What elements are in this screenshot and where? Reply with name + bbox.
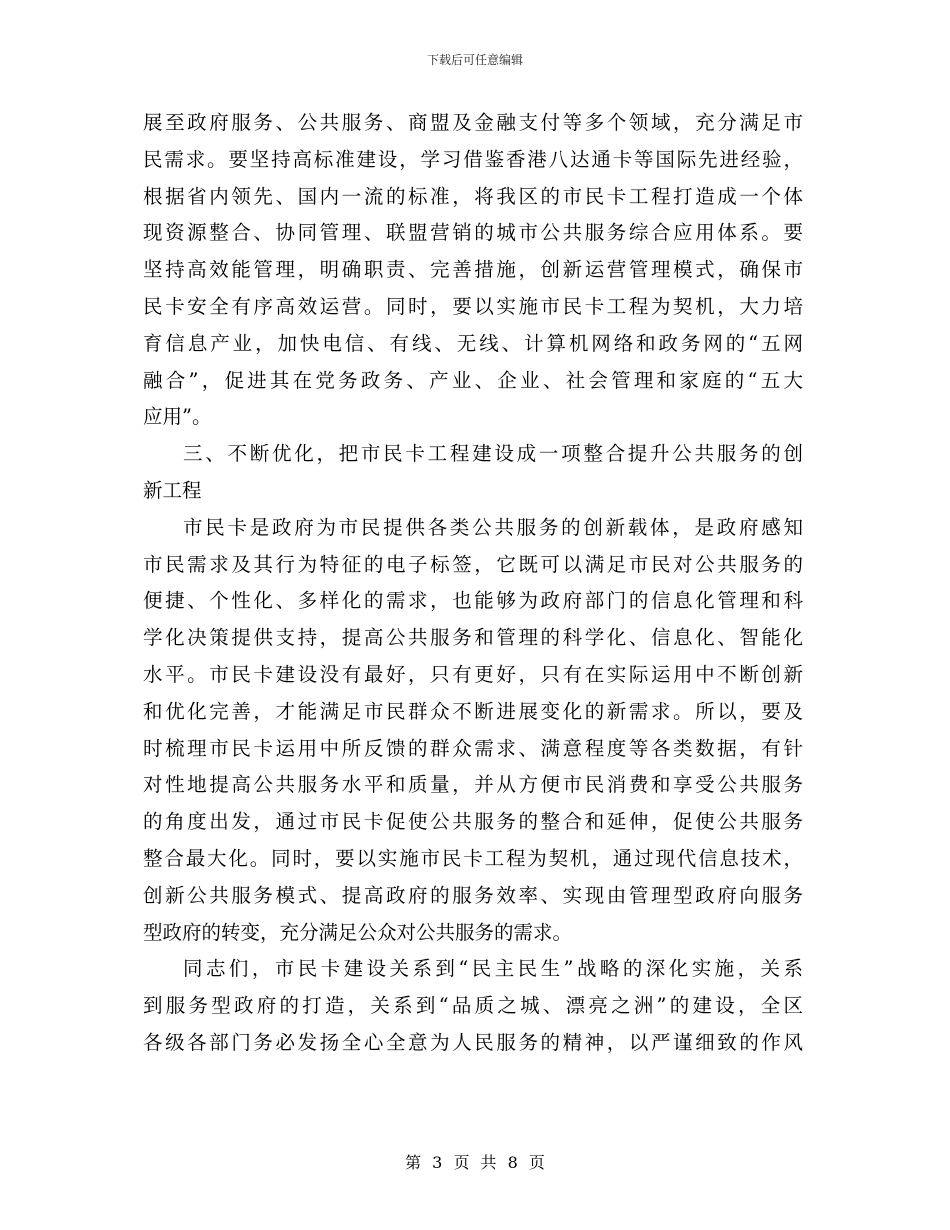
text-line: 时梳理市民卡运用中所反馈的群众需求、满意程度等各类数据，有针 [143, 736, 803, 760]
text-line: 市民卡是政府为市民提供各类公共服务的创新载体，是政府感知 [183, 515, 803, 539]
text-line: 和优化完善，才能满足市民群众不断进展变化的新需求。所以，要及 [143, 699, 803, 723]
text-line: 的角度出发，通过市民卡促使公共服务的整合和延伸，促使公共服务 [143, 810, 803, 834]
text-line: 民卡安全有序高效运营。同时，要以实施市民卡工程为契机，大力培 [143, 294, 803, 318]
text-line: 水平。市民卡建设没有最好，只有更好，只有在实际运用中不断创新 [143, 662, 803, 686]
text-line: 现资源整合、协同管理、联盟营销的城市公共服务综合应用体系。要 [143, 221, 803, 245]
page-number-footer: 第 3 页 共 8 页 [405, 1153, 545, 1172]
text-line: 到服务型政府的打造，关系到“品质之城、漂亮之洲”的建设，全区 [143, 994, 803, 1018]
text-line: 融合”，促进其在党务政务、产业、企业、社会管理和家庭的“五大 [143, 368, 803, 392]
text-line: 同志们，市民卡建设关系到“民主民生”战略的深化实施，关系 [183, 957, 803, 981]
text-line: 根据省内领先、国内一流的标准，将我区的市民卡工程打造成一个体 [143, 184, 803, 208]
text-line: 学化决策提供支持，提高公共服务和管理的科学化、信息化、智能化 [143, 626, 803, 650]
text-line: 育信息产业，加快电信、有线、无线、计算机网络和政务网的“五网 [143, 331, 803, 355]
page-header-note: 下载后可任意编辑 [426, 53, 523, 67]
text-line: 市民需求及其行为特征的电子标签，它既可以满足市民对公共服务的 [143, 552, 803, 576]
text-line: 创新公共服务模式、提高政府的服务效率、实现由管理型政府向服务 [143, 883, 803, 907]
text-line: 整合最大化。同时，要以实施市民卡工程为契机，通过现代信息技术， [143, 846, 803, 870]
text-line: 民需求。要坚持高标准建设，学习借鉴香港八达通卡等国际先进经验， [143, 147, 803, 171]
document-body [143, 105, 803, 1062]
text-line: 坚持高效能管理，明确职责、完善措施，创新运营管理模式，确保市 [143, 258, 803, 282]
text-line: 型政府的转变，充分满足公众对公共服务的需求。 [143, 920, 573, 944]
text-line: 对性地提高公共服务水平和质量，并从方便市民消费和享受公共服务 [143, 773, 803, 797]
text-line: 各级各部门务必发扬全心全意为人民服务的精神，以严谨细致的作风 [143, 1030, 803, 1054]
text-line: 便捷、个性化、多样化的需求，也能够为政府部门的信息化管理和科 [143, 589, 803, 613]
text-line: 展至政府服务、公共服务、商盟及金融支付等多个领域，充分满足市 [143, 111, 803, 134]
section-heading-line: 三、不断优化，把市民卡工程建设成一项整合提升公共服务的创 [183, 442, 803, 466]
section-heading-line: 新工程 [143, 478, 202, 502]
text-line: 应用”。 [143, 405, 212, 429]
